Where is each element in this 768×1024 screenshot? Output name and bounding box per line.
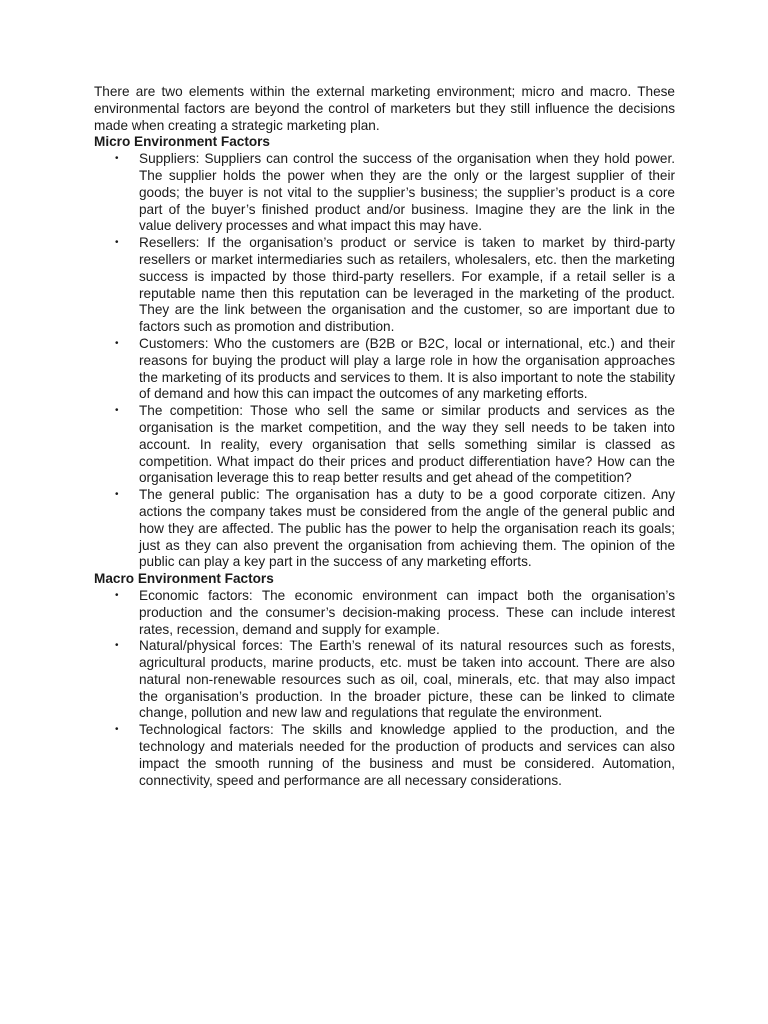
marketing-plan-link[interactable]: marketing plan. (286, 117, 380, 133)
micro-factor-resellers: • Resellers: If the organisation’s product or service is taken to market by third-party resellers or market intermediaries such as retailers, wholesalers, etc. then the marketing success is impacted by those third-party resellers. For example, if a retail seller is a reputable name then this reputation can be leveraged in the marketing of the product. They are the link between the organisation and the customer, so are important due to factors such as promotion and distribution. (139, 235, 675, 336)
intro-text: There are two elements within the external marketing environment; micro and macro. These environmental factors are beyond the control of marketers but they still influence the decisions made when creating a strategic (94, 84, 675, 133)
macro-factor-list (94, 588, 675, 790)
intro-paragraph (94, 84, 675, 134)
micro-heading: Micro Environment Factors (94, 134, 270, 150)
micro-factor-customers: • Customers: Who the customers are (B2B or B2C, local or international, etc.) and their reasons for buying the product will play a large role in how the organisation approaches the marketing of its products and services to them. It is also important to note the stability of demand and how this can impact the outcomes of any marketing efforts. (139, 336, 675, 403)
macro-factor-economic: • Economic factors: The economic environment can impact both the organisation’s production and the consumer’s decision-making process. These can include interest rates, recession, demand and supply for example. (139, 588, 675, 638)
macro-factor-natural-physical: • Natural/physical forces: The Earth’s renewal of its natural resources such as forests, agricultural products, marine products, etc. must be taken into account. There are also natural non-renewable resources such as oil, coal, minerals, etc. that may also impact the organisation’s production. In the broader picture, these can be linked to climate change, pollution and new law and regulations that regulate the environment. (139, 638, 675, 722)
document-page (94, 84, 675, 789)
micro-factor-list (94, 151, 675, 571)
micro-factor-suppliers: • Suppliers: Suppliers can control the success of the organisation when they hold power. The supplier holds the power when they are the only or the largest supplier of their goods; the buyer is not vital to the supplier’s business; the supplier’s product is a core part of the buyer’s finished product and/or business. Imagine they are the link in the value delivery processes and what impact this may have. (139, 151, 675, 235)
macro-heading: Macro Environment Factors (94, 571, 274, 587)
micro-factor-general-public: • The general public: The organisation has a duty to be a good corporate citizen. Any actions the company takes must be considered from the angle of the general public and how they are affected. The public has the power to help the organisation reach its goals; just as they can also prevent the organisation from achieving them. The opinion of the public can play a key part in the success of any marketing efforts. (139, 487, 675, 571)
macro-factor-technological: • Technological factors: The skills and knowledge applied to the production, and the technology and materials needed for the production of products and services can also impact the smooth running of the business and must be considered. Automation, connectivity, speed and performance are all necessary considerations. (139, 722, 675, 789)
micro-factor-competition: • The competition: Those who sell the same or similar products and services as the organisation is the market competition, and the way they sell needs to be taken into account. In reality, every organisation that sells something similar is classed as competition. What impact do their prices and product differentiation have? How can the organisation leverage this to reap better results and get ahead of the competition? (139, 403, 675, 487)
